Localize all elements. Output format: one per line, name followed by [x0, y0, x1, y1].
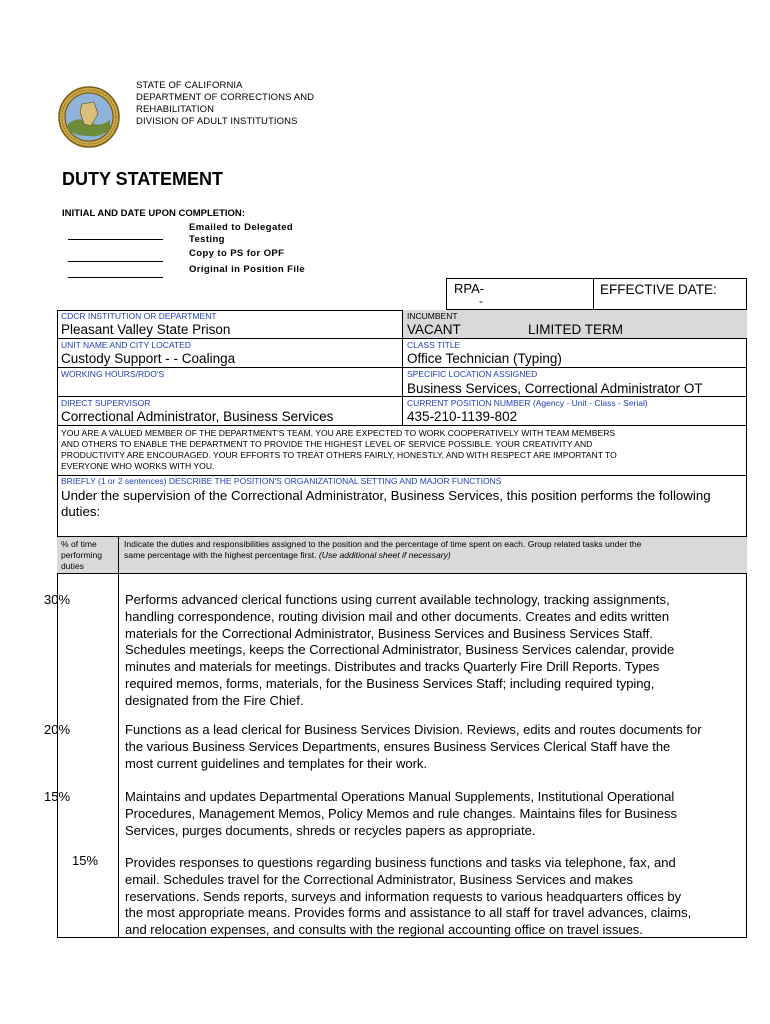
position-summary-caption: BRIEFLY (1 or 2 sentences) DESCRIBE THE POSITION'S ORGANIZATIONAL SETTING AND MAJOR FUNCTIONS	[61, 476, 502, 486]
class-title-cell	[402, 339, 747, 368]
initial-date-label: INITIAL AND DATE UPON COMPLETION:	[62, 208, 245, 219]
position-number-cell	[402, 397, 747, 426]
pct-header-line-3: duties	[61, 561, 84, 571]
rpa-label: RPA-	[454, 281, 485, 296]
duties-header-line-2: same percentage with the highest percentage first. (Use additional sheet if necessary)	[124, 550, 451, 560]
checklist-item-testing: Testing	[189, 234, 225, 245]
rpa-dash: -	[479, 294, 483, 308]
checklist-item-copy: Copy to PS for OPF	[189, 248, 285, 259]
working-hours-cell[interactable]	[57, 368, 402, 397]
duties-header	[57, 537, 747, 574]
duty-percent: 15%	[44, 789, 71, 804]
initial-line-3[interactable]	[68, 266, 163, 278]
duty-description: Performs advanced clerical functions using current available technology, tracking assignments, handling correspondence, routing division mail and other documents. Creates and edits written materials for the Correctional Administrator, Business Services and Business Services Staff. Schedules meetings, keeps the Correctional Administrator, Business Services calendar, provide minutes and materials for meetings. Distributes and tracks Quarterly Fire Drill Reports. Types required memos, forms, materials, for the Business Services Staff; including required typing, designated from the Fire Chief.	[125, 592, 675, 708]
duty-percent: 30%	[44, 592, 71, 607]
page-title: DUTY STATEMENT	[62, 169, 223, 189]
duty-percent: 20%	[44, 722, 71, 737]
location-caption: SPECIFIC LOCATION ASSIGNED	[407, 369, 538, 379]
position-summary-cell	[57, 476, 747, 537]
unit-cell	[57, 339, 402, 368]
header-line-4: DIVISION OF ADULT INSTITUTIONS	[136, 116, 298, 127]
header-line-3: REHABILITATION	[136, 104, 215, 115]
header-line-1: STATE OF CALIFORNIA	[136, 80, 243, 91]
incumbent-term: LIMITED TERM	[528, 322, 624, 337]
duties-column-divider	[118, 537, 119, 938]
initial-line-1[interactable]	[68, 228, 163, 240]
team-statement-line-1: YOU ARE A VALUED MEMBER OF THE DEPARTMENT'S TEAM. YOU ARE EXPECTED TO WORK COOPERATIVELY WITH TEAM MEMBERS	[61, 428, 616, 438]
effective-date-label: EFFECTIVE DATE:	[600, 282, 717, 297]
institution-value[interactable]: Pleasant Valley State Prison	[61, 322, 231, 337]
unit-value[interactable]: Custody Support - - Coalinga	[61, 351, 236, 366]
working-hours-caption: WORKING HOURS/RDO'S	[61, 369, 165, 379]
team-statement-line-2: AND OTHERS TO ENABLE THE DEPARTMENT TO PROVIDE THE HIGHEST LEVEL OF SERVICE POSSIBLE. YOUR CREATIVITY AND	[61, 439, 593, 449]
class-title-caption: CLASS TITLE	[407, 340, 461, 350]
institution-caption: CDCR INSTITUTION OR DEPARTMENT	[61, 311, 217, 321]
location-value[interactable]: Business Services, Correctional Administrator OT	[407, 381, 703, 396]
class-title-value[interactable]: Office Technician (Typing)	[407, 351, 562, 366]
duty-description: Maintains and updates Departmental Operations Manual Supplements, Institutional Operational Procedures, Management Memos, Policy Memos and rule changes. Maintains files for Business Services, purges documents, shreds or recycles papers as appropriate.	[125, 789, 678, 838]
california-state-seal-icon	[58, 86, 120, 148]
position-number-value[interactable]: 435-210-1139-802	[407, 409, 518, 424]
supervisor-cell	[57, 397, 402, 426]
location-cell	[402, 368, 747, 397]
rpa-box[interactable]	[446, 278, 594, 310]
pct-header-line-1: % of time	[61, 539, 97, 549]
team-statement-line-3: PRODUCTIVITY ARE ENCOURAGED. YOUR EFFORTS TO TREAT OTHERS FAIRLY, HONESTLY, AND WITH RESPECT ARE IMPORTANT TO	[61, 450, 617, 460]
incumbent-cell	[402, 310, 747, 339]
agency-header	[136, 80, 314, 128]
duty-description: Functions as a lead clerical for Business Services Division. Reviews, edits and routes documents for the various Business Services Departments, ensures Business Services Clerical Staff have the most current guidelines and templates for their work.	[125, 722, 702, 771]
duty-description: Provides responses to questions regarding business functions and tasks via telephone, fax, and email. Schedules travel for the Correctional Administrator, Business Services and makes reservations. Sends reports, surveys and information requests to various headquarters offices by the most appropriate means. Provides forms and assistance to all staff for travel advances, claims, and relocation expenses, and consults with the regional accounting office on travel issues.	[125, 855, 692, 938]
team-statement-line-4: EVERYONE WHO WORKS WITH YOU.	[61, 461, 215, 471]
checklist-item-emailed: Emailed to Delegated	[189, 222, 294, 233]
unit-caption: UNIT NAME AND CITY LOCATED	[61, 340, 191, 350]
initial-line-2[interactable]	[68, 250, 163, 262]
institution-cell	[57, 310, 402, 339]
duty-percent: 15%	[72, 853, 99, 868]
position-number-caption: CURRENT POSITION NUMBER (Agency - Unit - Class - Serial)	[407, 398, 648, 408]
incumbent-value[interactable]: VACANT	[407, 322, 461, 337]
effective-date-box[interactable]	[593, 278, 747, 310]
supervisor-value[interactable]: Correctional Administrator, Business Services	[61, 409, 334, 424]
checklist-item-original: Original in Position File	[189, 264, 306, 275]
supervisor-caption: DIRECT SUPERVISOR	[61, 398, 151, 408]
incumbent-caption: INCUMBENT	[407, 311, 458, 321]
position-summary-line-2: duties:	[61, 504, 101, 519]
pct-header-line-2: performing	[61, 550, 103, 560]
header-line-2: DEPARTMENT OF CORRECTIONS AND	[136, 92, 315, 103]
duties-header-line-1: Indicate the duties and responsibilities assigned to the position and the percentage of time spent on each. Group related tasks under the	[124, 539, 642, 549]
team-statement	[57, 426, 747, 476]
position-summary-line-1[interactable]: Under the supervision of the Correctional Administrator, Business Services, this position performs the following	[61, 488, 711, 503]
